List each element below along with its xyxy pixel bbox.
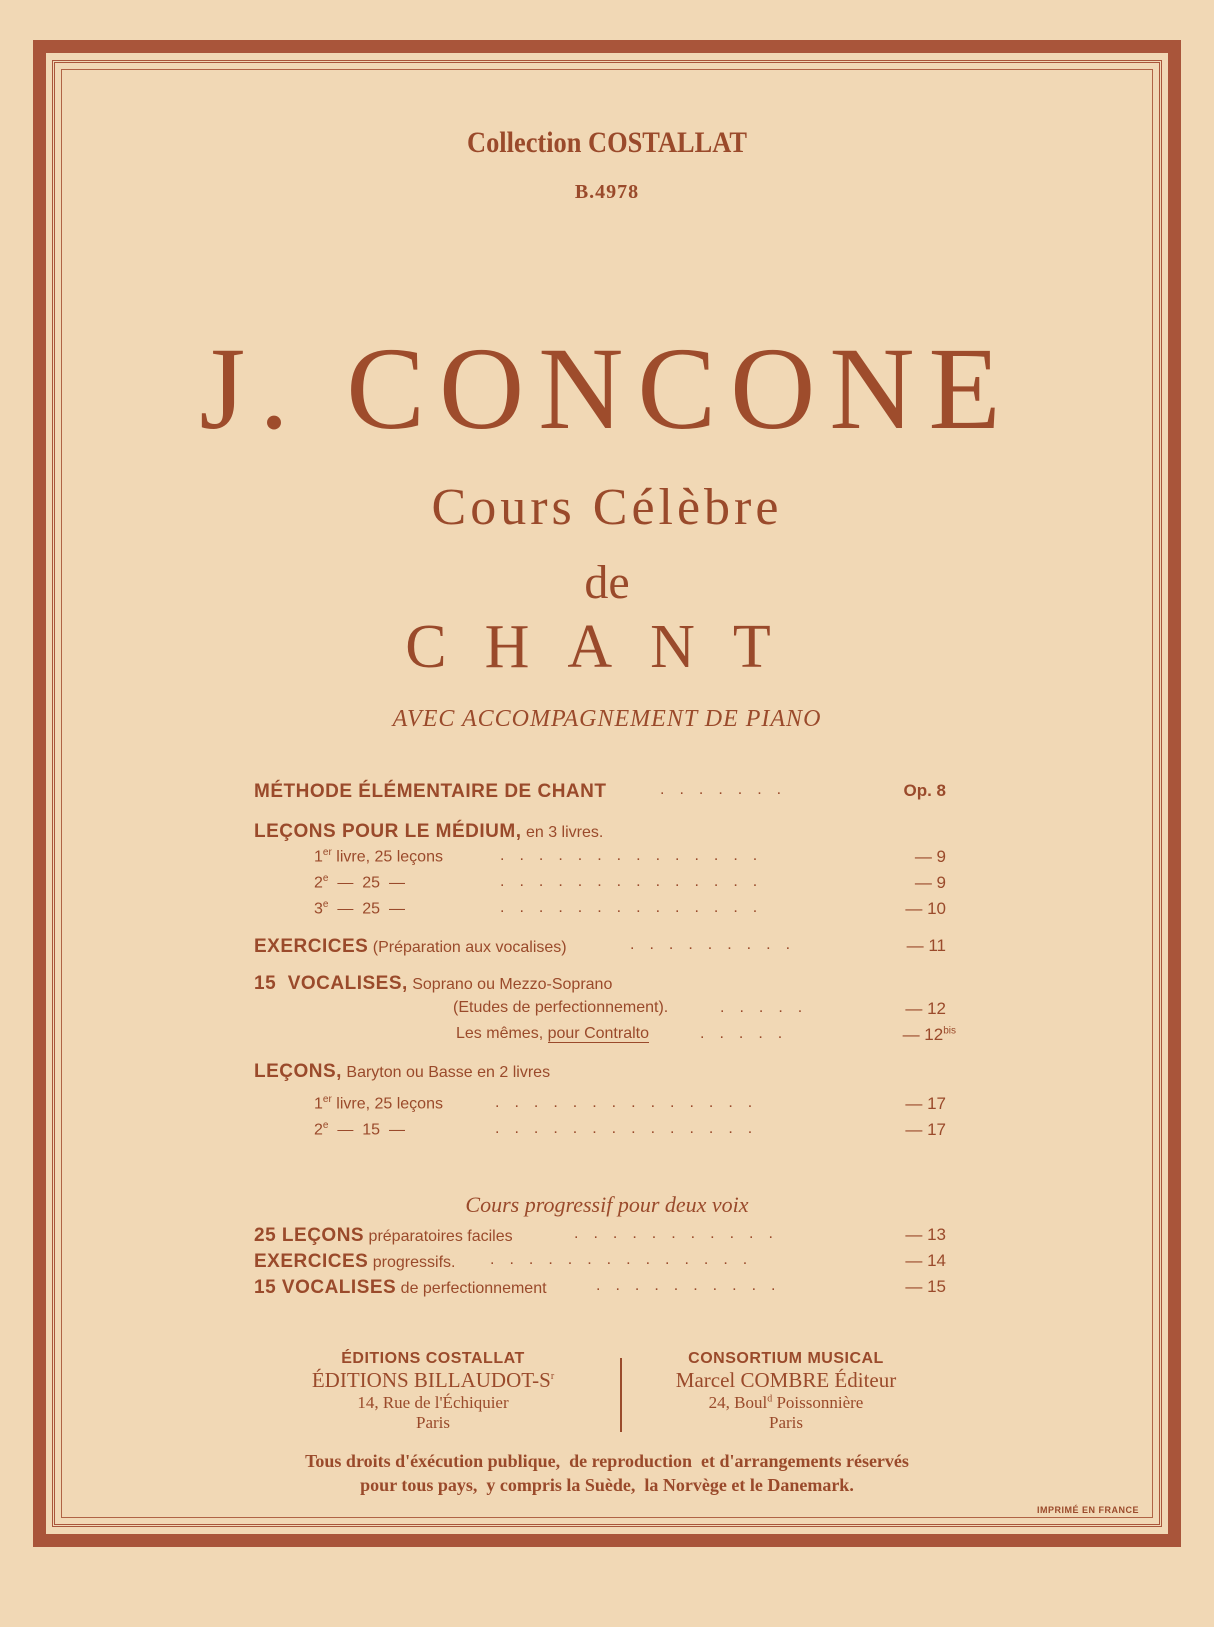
work-subtitle: Baryton ou Basse en 2 livres (341, 1064, 551, 1081)
work-title: LEÇONS POUR LE MÉDIUM, (254, 821, 522, 842)
work-subtitle: livre, 25 leçons (331, 1095, 443, 1113)
leader-dots: .............. (490, 1251, 763, 1268)
work-ref: — 10 (905, 899, 946, 918)
work-subtitle: (Préparation aux vocalises) (368, 939, 567, 956)
publisher-left: ÉDITIONS COSTALLAT ÉDITIONS BILLAUDOT-$S^r$ 14, Rue de l'Échiquier Paris (311, 1350, 555, 1432)
work-row: 1er livre, 25 leçons .............. — 9 (314, 847, 946, 866)
leader-dots: ....... (660, 781, 797, 798)
work-subtitle: de perfectionnement (396, 1280, 547, 1297)
catalog-number: B.4978 (574, 181, 640, 203)
work-title: LEÇONS, (254, 1061, 342, 1082)
work-subtitle: — 25 — (328, 900, 405, 918)
leader-dots: .............. (500, 847, 773, 864)
work-title: MÉTHODE ÉLÉMENTAIRE DE CHANT (254, 781, 607, 802)
work-row: 2e — 15 — .............. — 17 (314, 1120, 946, 1139)
collection-title: Collection COSTALLAT (467, 126, 747, 159)
work-row (0, 1061, 1214, 1087)
accompaniment-note: AVEC ACCOMPAGNEMENT DE PIANO (392, 706, 822, 732)
leader-dots: .............. (500, 899, 773, 916)
imprint-label: IMPRIMÉ EN FRANCE (1036, 1505, 1139, 1515)
work-row (0, 936, 1214, 962)
title-line-1: Cours Célèbre (431, 479, 783, 536)
work-title: EXERCICES (254, 1251, 369, 1272)
title-line-2: de (584, 556, 630, 609)
work-subtitle: pour Contralto (547, 1025, 649, 1042)
leader-dots: ..... (700, 1025, 798, 1042)
leader-dots: ........... (574, 1225, 788, 1242)
work-title: 15 VOCALISES (254, 1277, 397, 1298)
work-ref: — 9 (914, 873, 946, 892)
title-line-3: CHANT (405, 613, 809, 681)
publisher-right: CONSORTIUM MUSICAL Marcel COMBRE Éditeur 24, Boul$^d$ Poissonnière Paris (675, 1350, 897, 1432)
work-row (0, 999, 1214, 1025)
work-subtitle: en 3 livres. (521, 824, 604, 841)
work-ref: — $12^{bis}$ (902, 1025, 956, 1044)
work-row: 1er livre, 25 leçons .............. — 17 (314, 1094, 946, 1113)
work-title: 15 VOCALISES, (254, 973, 408, 994)
work-row (0, 973, 1214, 999)
work-row (0, 1277, 1214, 1303)
work-ref: — 15 (905, 1277, 946, 1296)
work-subtitle: (Etudes de perfectionnement). (453, 999, 669, 1016)
two-voices-heading: Cours progressif pour deux voix (465, 1192, 749, 1217)
work-row: Les mêmes, pour Contralto ..... — $12^{bis}$ (456, 1025, 956, 1044)
leader-dots: ..... (720, 999, 818, 1016)
work-subtitle: préparatoires faciles (364, 1228, 513, 1245)
work-subtitle: — 25 — (328, 874, 405, 892)
leader-dots: .............. (495, 1120, 768, 1137)
work-row (0, 821, 1214, 847)
work-subtitle: — 15 — (328, 1121, 405, 1139)
leader-dots: .............. (495, 1094, 768, 1111)
work-subtitle: progressifs. (368, 1254, 456, 1271)
work-title: EXERCICES (254, 936, 369, 957)
rights-notice: Tous droits d'éxécution publique, de reproduction et d'arrangements réservés pour tous pays, y compris la Suède, la Norvège et le Danemark. (305, 1451, 909, 1495)
work-ref: — 12 (905, 999, 946, 1018)
work-row: 2e — 25 — .............. — 9 (314, 873, 946, 892)
work-ref: — 17 (905, 1094, 946, 1113)
composer-name: J. CONCONE (199, 323, 1015, 454)
work-ref: — 9 (914, 847, 946, 866)
work-subtitle: Soprano ou Mezzo-Soprano (407, 976, 613, 993)
work-row (0, 1251, 1214, 1277)
work-row: 3e — 25 — .............. — 10 (314, 899, 946, 918)
work-row (0, 781, 1214, 807)
work-subtitle: livre, 25 leçons (331, 848, 443, 866)
work-ref: Op. 8 (903, 781, 946, 800)
work-row (0, 1225, 1214, 1251)
leader-dots: ......... (630, 936, 806, 953)
work-ref: — 11 (906, 936, 946, 955)
work-title: 25 LEÇONS (254, 1225, 365, 1246)
work-ref: — 14 (905, 1251, 946, 1270)
work-ref: — 13 (905, 1225, 946, 1244)
work-ref: — 17 (905, 1120, 946, 1139)
leader-dots: .............. (500, 873, 773, 890)
leader-dots: .......... (596, 1277, 791, 1294)
